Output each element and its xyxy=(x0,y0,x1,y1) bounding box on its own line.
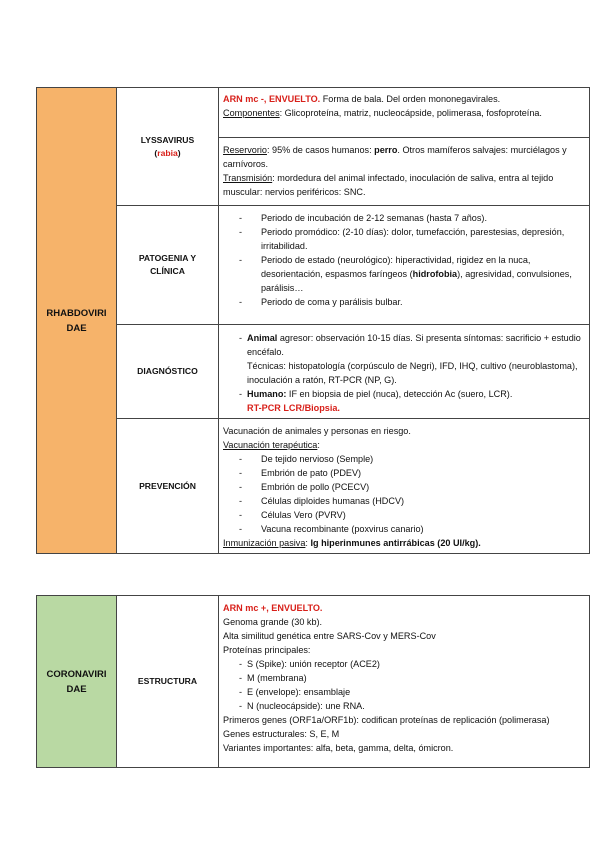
transmission-label: Transmisión xyxy=(223,173,273,183)
rhabdoviridae-table xyxy=(36,87,590,554)
estructura-label: ESTRUCTURA xyxy=(137,676,198,686)
reservoir-text-2: . Otros mamíferos salvajes: murciélagos y carnívoros. xyxy=(223,145,567,169)
inmunizacion-bold: Ig hiperinmunes antirrábicas (20 UI/kg). xyxy=(310,538,481,548)
prevencion-line1: Vacunación de animales y personas en riesgo. xyxy=(223,426,411,436)
lyssavirus-label: LYSSAVIRUS xyxy=(140,134,195,145)
list-item: - Periodo de coma y parálisis bulbar. xyxy=(223,295,585,309)
list-item: - De tejido nervioso (Semple) xyxy=(223,452,585,466)
corona-line: Primeros genes (ORF1a/ORF1b): codifican proteínas de replicación (polimerasa) xyxy=(223,715,550,725)
patogenia-content xyxy=(219,206,590,325)
list-item: - S (Spike): unión receptor (ACE2) xyxy=(223,657,585,671)
row-label-prevencion xyxy=(117,419,219,554)
estructura-content xyxy=(219,596,590,768)
inmunizacion-label: Inmunización pasiva xyxy=(223,538,306,548)
list-item: - E (envelope): ensamblaje xyxy=(223,685,585,699)
row-label-lyssavirus: LYSSAVIRUS (rabia) xyxy=(117,88,219,206)
family-cell-rhabdoviridae xyxy=(37,88,117,554)
list-item: - Periodo de estado (neurológico): hiperactividad, rigidez en la nuca, desorientación, espasmos faríngeos (hidrofobia), agresividad, convulsiones, parálisis… xyxy=(223,253,585,295)
row-label-diagnostico xyxy=(117,325,219,419)
reservoir-text: : 95% de casos humanos: xyxy=(266,145,375,155)
corona-red-lead: ARN mc +, ENVUELTO. xyxy=(223,603,323,613)
list-item: - M (membrana) xyxy=(223,671,585,685)
list-item: - Embrión de pato (PDEV) xyxy=(223,466,585,480)
components-label: Componentes xyxy=(223,108,280,118)
corona-line: Proteínas principales: xyxy=(223,645,311,655)
transmission-text: : mordedura del animal infectado, inoculación de saliva, entra al tejido muscular: nervios periféricos: SNC. xyxy=(223,173,554,197)
corona-line: Variantes importantes: alfa, beta, gamma, delta, ómicron. xyxy=(223,743,454,753)
reservoir-label: Reservorio xyxy=(223,145,267,155)
list-item: - Animal agresor: observación 10-15 días. Si presenta síntomas: sacrificio + estudio encéfalo. Técnicas: histopatología (corpúsculo de Negri), IFD, IHQ, cultivo (neuroblastoma), inoculación a ratón, RT-PCR (NP, G). xyxy=(223,331,585,387)
list-item: - Células Vero (PVRV) xyxy=(223,508,585,522)
list-item: - Periodo promódico: (2-10 días): dolor, tumefacción, parestesias, depresión, irritabilidad. xyxy=(223,225,585,253)
row-label-estructura xyxy=(117,596,219,768)
list-item: - N (nucleocápside): une RNA. xyxy=(223,699,585,713)
lyssa-red-lead: ARN mc -, ENVUELTO. xyxy=(223,94,321,104)
list-item: - Vacuna recombinante (poxvirus canario) xyxy=(223,522,585,536)
list-item: - Células diploides humanas (HDCV) xyxy=(223,494,585,508)
list-item: - Humano: IF en biopsia de piel (nuca), detección Ac (suero, LCR). RT-PCR LCR/Biopsia. xyxy=(223,387,585,415)
family-label: CORONAVIRI DAE xyxy=(46,668,107,695)
coronaviridae-table xyxy=(36,595,590,768)
vac-terapeutica-label: Vacunación terapéutica xyxy=(223,440,318,450)
rabia-label: rabia xyxy=(157,147,178,158)
list-item: - Periodo de incubación de 2-12 semanas (hasta 7 años). xyxy=(223,211,585,225)
corona-line: Genes estructurales: S, E, M xyxy=(223,729,340,739)
vac-colon: : xyxy=(317,440,320,450)
lyssa-desc: Forma de bala. Del orden mononegavirales. xyxy=(320,94,501,104)
prevencion-label: PREVENCIÓN xyxy=(139,480,196,491)
inm-colon: : xyxy=(305,538,311,548)
lyssavirus-content xyxy=(219,88,590,206)
corona-line: Alta similitud genética entre SARS-Cov y MERS-Cov xyxy=(223,631,436,641)
corona-line: Genoma grande (30 kb). xyxy=(223,617,323,627)
row-label-patogenia xyxy=(117,206,219,325)
reservoir-bold: perro xyxy=(374,145,398,155)
diagnostico-content xyxy=(219,325,590,419)
list-item: - Embrión de pollo (PCECV) xyxy=(223,480,585,494)
diagnostico-label: DIAGNÓSTICO xyxy=(137,366,198,376)
patogenia-label: PATOGENIA Y CLÍNICA xyxy=(138,253,197,276)
family-cell-coronaviridae xyxy=(37,596,117,768)
components-text: : Glicoproteína, matriz, nucleocápside, polimerasa, fosfoproteína. xyxy=(279,108,542,118)
family-label: RHABDOVIRI DAE xyxy=(46,307,107,334)
prevencion-content xyxy=(219,419,590,554)
